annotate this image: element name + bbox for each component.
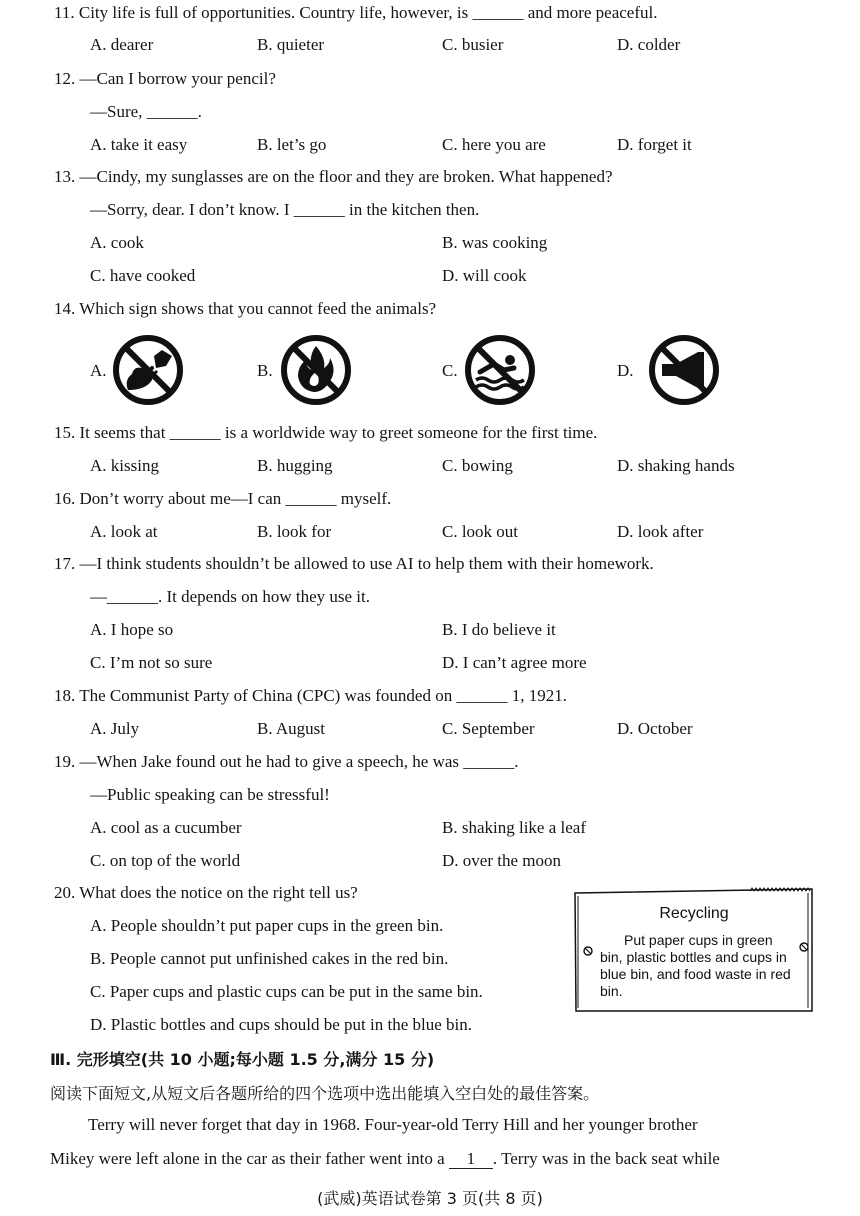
passage-line-1: Terry will never forget that day in 1968. Four-year-old Terry Hill and her younger brother — [88, 1115, 698, 1134]
q18-option-c: C. September — [442, 719, 535, 738]
question-12-stem: 12. —Can I borrow your pencil? — [54, 69, 276, 88]
question-11-stem: 11. City life is full of opportunities. Country life, however, is ______ and more peaceful. — [54, 3, 658, 22]
no-swimming-sign-icon — [462, 332, 538, 408]
page-footer: (武威)英语试卷第 3 页(共 8 页) — [317, 1189, 543, 1208]
notice-text-first: Put paper cups in green — [624, 932, 773, 948]
question-20-stem: 20. What does the notice on the right tell us? — [54, 883, 358, 902]
q20-option-d: D. Plastic bottles and cups should be put in the blue bin. — [90, 1015, 472, 1034]
q12-option-d: D. forget it — [617, 135, 692, 154]
section-3-heading: Ⅲ. 完形填空(共 10 小题;每小题 1.5 分,满分 15 分) — [50, 1050, 435, 1069]
question-15-stem: 15. It seems that ______ is a worldwide way to greet someone for the first time. — [54, 423, 598, 442]
q16-option-d: D. look after — [617, 522, 704, 541]
q17-option-d: D. I can’t agree more — [442, 653, 587, 672]
q16-option-b: B. look for — [257, 522, 332, 541]
q12-option-c: C. here you are — [442, 135, 546, 154]
q19-option-d: D. over the moon — [442, 851, 561, 870]
q18-option-a: A. July — [90, 719, 140, 738]
q20-option-a: A. People shouldn’t put paper cups in the green bin. — [90, 916, 444, 935]
passage-line-2-after: . Terry was in the back seat while — [492, 1149, 720, 1168]
question-14-stem: 14. Which sign shows that you cannot feed the animals? — [54, 299, 437, 318]
q13-option-b: B. was cooking — [442, 233, 548, 252]
question-13-stem: 13. —Cindy, my sunglasses are on the floor and they are broken. What happened? — [54, 167, 613, 186]
question-17-reply: —______. It depends on how they use it. — [90, 587, 370, 606]
q15-option-a: A. kissing — [90, 456, 159, 475]
notice-text-rest: bin, plastic bottles and cups in blue bin, and food waste in red bin. — [600, 949, 791, 999]
q17-option-a: A. I hope so — [90, 620, 174, 639]
q16-option-a: A. look at — [90, 522, 158, 541]
passage-line-2-before: Mikey were left alone in the car as their father went into a — [50, 1149, 445, 1168]
q12-option-a: A. take it easy — [90, 135, 188, 154]
question-13-reply: —Sorry, dear. I don’t know. I ______ in the kitchen then. — [90, 200, 480, 219]
q11-option-c: C. busier — [442, 35, 504, 54]
q20-option-b: B. People cannot put unfinished cakes in the red bin. — [90, 949, 449, 968]
notice-text — [600, 932, 794, 1000]
q19-option-c: C. on top of the world — [90, 851, 241, 870]
no-honking-sign-icon — [646, 332, 722, 408]
q20-option-c: C. Paper cups and plastic cups can be put in the same bin. — [90, 982, 483, 1001]
q11-option-a: A. dearer — [90, 35, 154, 54]
q13-option-c: C. have cooked — [90, 266, 196, 285]
question-19-stem: 19. —When Jake found out he had to give a speech, he was ______. — [54, 752, 519, 771]
q12-option-b: B. let’s go — [257, 135, 327, 154]
q14-option-d-label: D. — [617, 361, 634, 380]
no-fire-sign-icon — [278, 332, 354, 408]
q15-option-d: D. shaking hands — [617, 456, 735, 475]
q16-option-c: C. look out — [442, 522, 519, 541]
question-12-reply: —Sure, ______. — [90, 102, 202, 121]
section-3-instruction: 阅读下面短文,从短文后各题所给的四个选项中选出能填入空白处的最佳答案。 — [50, 1084, 600, 1103]
q13-option-a: A. cook — [90, 233, 144, 252]
recycling-notice — [574, 887, 814, 1013]
q15-option-b: B. hugging — [257, 456, 333, 475]
q15-option-c: C. bowing — [442, 456, 513, 475]
question-19-reply: —Public speaking can be stressful! — [90, 785, 330, 804]
q14-option-a-label: A. — [90, 361, 107, 380]
blank-1: 1 — [449, 1150, 493, 1169]
q17-option-c: C. I’m not so sure — [90, 653, 213, 672]
question-16-stem: 16. Don’t worry about me—I can ______ myself. — [54, 489, 392, 508]
notice-title: Recycling — [659, 905, 729, 922]
q11-option-d: D. colder — [617, 35, 681, 54]
q19-option-b: B. shaking like a leaf — [442, 818, 586, 837]
question-18-stem: 18. The Communist Party of China (CPC) was founded on ______ 1, 1921. — [54, 686, 567, 705]
q18-option-b: B. August — [257, 719, 326, 738]
no-feeding-animals-sign-icon — [110, 332, 186, 408]
q14-option-b-label: B. — [257, 361, 273, 380]
q18-option-d: D. October — [617, 719, 693, 738]
question-17-stem: 17. —I think students shouldn’t be allowed to use AI to help them with their homework. — [54, 554, 654, 573]
q11-option-b: B. quieter — [257, 35, 325, 54]
q19-option-a: A. cool as a cucumber — [90, 818, 242, 837]
q13-option-d: D. will cook — [442, 266, 527, 285]
q17-option-b: B. I do believe it — [442, 620, 556, 639]
q14-option-c-label: C. — [442, 361, 458, 380]
passage-line-2 — [50, 1149, 720, 1169]
